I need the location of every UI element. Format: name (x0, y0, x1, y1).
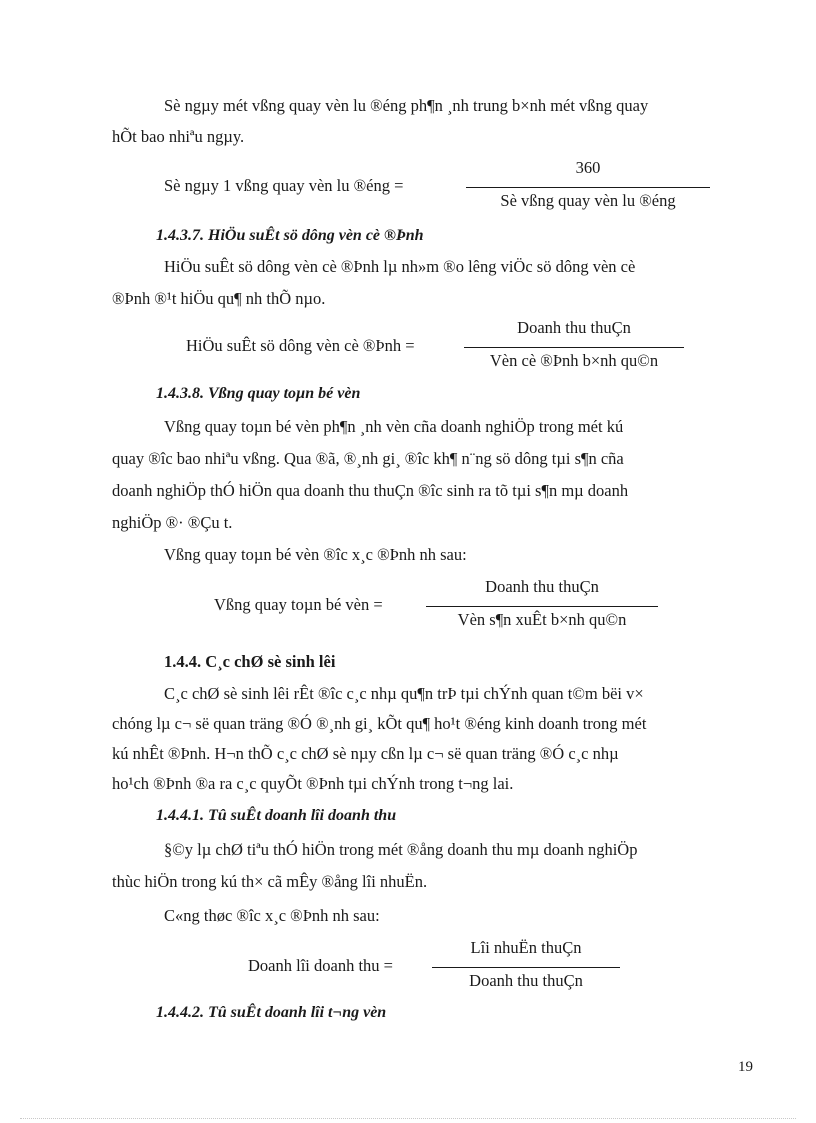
paragraph-line: HiÖu suÊt sö dông vèn cè ®Þnh lµ nh»m ®o lêng viÖc sö dông vèn cè (164, 257, 636, 276)
formula-denominator: Sè vßng quay vèn lu ®éng (500, 191, 676, 210)
paragraph-line: hÕt bao nhiªu ngµy. (112, 127, 245, 146)
section-heading: 1.4.4.1. Tû suÊt doanh lîi doanh thu (156, 807, 397, 824)
formula-denominator: Vèn cè ®Þnh b×nh qu©n (489, 351, 659, 370)
formula-denominator: Vèn s¶n xuÊt b×nh qu©n (457, 610, 627, 629)
formula-label: HiÖu suÊt sö dông vèn cè ®Þnh = (186, 336, 415, 355)
paragraph-line: quay ®îc bao nhiªu vßng. Qua ®ã, ®¸nh gi¸ ®îc kh¶ n¨ng sö dông tµi s¶n cña (112, 449, 624, 468)
section-heading: 1.4.3.7. HiÖu suÊt sö dông vèn cè ®Þnh (156, 227, 424, 244)
paragraph-line: ho¹ch ®Þnh ®a ra c¸c quyÕt ®Þnh tµi chÝnh trong t¬ng lai. (112, 774, 514, 793)
paragraph-line: Sè ngµy mét vßng quay vèn lu ®éng ph¶n ¸nh trung b×nh mét vßng quay (164, 96, 649, 115)
section-heading: 1.4.4. C¸c chØ sè sinh lêi (164, 652, 336, 671)
page-number: 19 (738, 1059, 753, 1075)
formula-label: Sè ngµy 1 vßng quay vèn lu ®éng = (164, 176, 404, 195)
formula-denominator: Doanh thu thuÇn (469, 971, 583, 990)
section-heading: 1.4.3.8. Vßng quay toµn bé vèn (156, 385, 361, 402)
fraction-bar (426, 606, 658, 607)
formula-numerator: 360 (575, 158, 601, 177)
formula-label: Doanh lîi doanh thu = (248, 956, 393, 975)
paragraph-line: C¸c chØ sè sinh lêi rÊt ®îc c¸c nhµ qu¶n trÞ tµi chÝnh quan t©m bëi v× (164, 684, 644, 703)
paragraph-line: chóng lµ c¬ së quan träng ®Ó ®¸nh gi¸ kÕt qu¶ ho¹t ®éng kinh doanh trong mét (112, 714, 647, 733)
formula-label: Vßng quay toµn bé vèn = (214, 595, 383, 614)
paragraph-line: doanh nghiÖp thÓ hiÖn qua doanh thu thuÇn ®îc sinh ra tõ tµi s¶n mµ doanh (112, 481, 629, 500)
fraction-bar (432, 967, 620, 968)
section-heading: 1.4.4.2. Tû suÊt doanh lîi t¬ng vèn (156, 1004, 387, 1021)
formula-numerator: Lîi nhuËn thuÇn (470, 938, 582, 957)
paragraph-line: Vßng quay toµn bé vèn ph¶n ¸nh vèn cña doanh nghiÖp trong mét kú (164, 417, 624, 436)
formula-numerator: Doanh thu thuÇn (485, 577, 599, 596)
paragraph-line: nghiÖp ®· ®Çu t. (112, 513, 233, 532)
paragraph-line: ®Þnh ®¹t hiÖu qu¶ nh thÕ nµo. (112, 289, 326, 308)
footer-divider (20, 1118, 796, 1119)
paragraph-line: Vßng quay toµn bé vèn ®îc x¸c ®Þnh nh sau: (164, 545, 467, 564)
paragraph-line: thùc hiÖn trong kú th× cã mÊy ®ång lîi nhuËn. (112, 872, 428, 891)
fraction-bar (464, 347, 684, 348)
fraction-bar (466, 187, 710, 188)
paragraph-line: §©y lµ chØ tiªu thÓ hiÖn trong mét ®ång doanh thu mµ doanh nghiÖp (164, 840, 638, 859)
formula-numerator: Doanh thu thuÇn (517, 318, 631, 337)
paragraph-line: kú nhÊt ®Þnh. H¬n thÕ c¸c chØ sè nµy cßn lµ c¬ së quan träng ®Ó c¸c nhµ (112, 744, 619, 763)
paragraph-line: C«ng thøc ®îc x¸c ®Þnh nh sau: (164, 906, 380, 925)
